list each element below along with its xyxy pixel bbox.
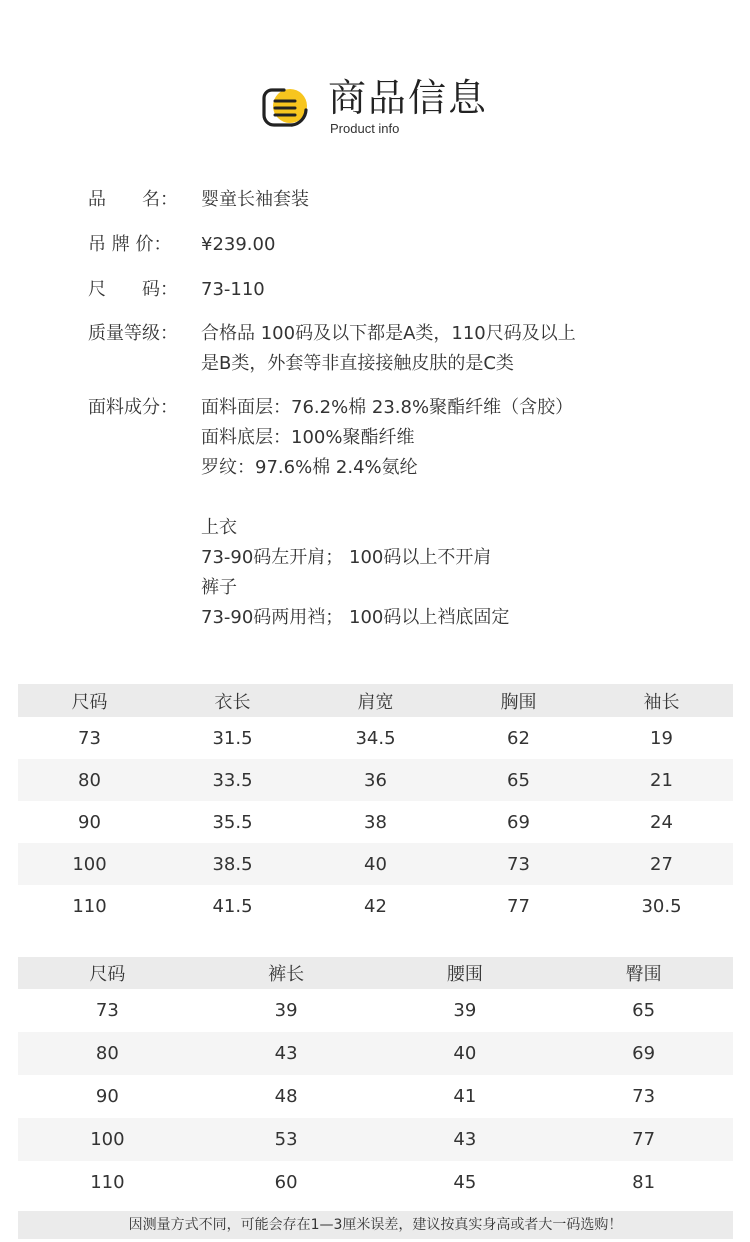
table-cell: 80 <box>95 1043 119 1064</box>
table-cell: 39 <box>274 1000 298 1021</box>
info-value-line: 罗纹：97.6%棉 2.4%氨纶 <box>201 457 418 478</box>
table-cell: 43 <box>274 1043 298 1064</box>
table-cell: 69 <box>632 1043 656 1064</box>
info-value-line: 裤子 <box>201 577 237 598</box>
table-cell: 90 <box>95 1086 119 1107</box>
table-cell: 110 <box>72 895 107 917</box>
table-cell: 100 <box>72 853 107 875</box>
table-row <box>18 1075 733 1118</box>
bottom-size-table <box>18 957 733 1204</box>
section-subtitle: Product info <box>330 121 400 136</box>
column-header: 袖长 <box>643 691 680 713</box>
info-value-line: 73-110 <box>201 279 265 300</box>
column-header: 胸围 <box>500 691 537 713</box>
table-cell: 33.5 <box>212 769 253 791</box>
table-row <box>18 717 733 759</box>
table-cell: 65 <box>632 1000 656 1021</box>
info-label: 吊 牌 价： <box>88 234 172 255</box>
info-label: 质量等级： <box>88 323 178 344</box>
column-header: 尺码 <box>71 691 108 713</box>
info-value-line: 婴童长袖套装 <box>201 189 309 210</box>
table-cell: 73 <box>95 1000 119 1021</box>
info-value <box>201 393 573 633</box>
info-label: 面料成分： <box>88 397 178 418</box>
table-cell: 30.5 <box>641 895 682 917</box>
info-value-line: 73-90码左开肩； 100码以上不开肩 <box>201 547 492 568</box>
table-cell: 90 <box>78 811 101 833</box>
info-value-line: 73-90码两用裆； 100码以上裆底固定 <box>201 607 510 628</box>
info-value-line: 面料面层：76.2%棉 23.8%聚酯纤维（含胶） <box>201 397 574 418</box>
section-header <box>262 72 522 142</box>
table-cell: 41 <box>453 1086 477 1107</box>
table-cell: 40 <box>453 1043 477 1064</box>
table-row <box>18 989 733 1032</box>
info-value-line: 是B类，外套等非直接接触皮肤的是C类 <box>201 353 514 374</box>
measurement-note: 因测量方式不同，可能会存在1—3厘米误差，建议按真实身高或者大一码选购！ <box>18 1211 733 1239</box>
table-cell: 31.5 <box>212 727 253 749</box>
info-value <box>201 319 576 379</box>
table-header-row <box>18 684 733 717</box>
table-cell: 81 <box>632 1172 656 1193</box>
table-cell: 77 <box>632 1129 656 1150</box>
table-header-row <box>18 957 733 989</box>
table-cell: 36 <box>364 769 387 791</box>
table-cell: 24 <box>650 811 673 833</box>
table-cell: 60 <box>274 1172 298 1193</box>
table-row <box>18 1032 733 1075</box>
column-header: 腰围 <box>446 964 483 985</box>
table-cell: 40 <box>364 853 387 875</box>
table-cell: 48 <box>274 1086 298 1107</box>
table-cell: 110 <box>90 1172 125 1193</box>
table-cell: 41.5 <box>212 895 253 917</box>
table-cell: 35.5 <box>212 811 253 833</box>
table-cell: 19 <box>650 727 673 749</box>
info-value-line: ¥239.00 <box>201 234 276 255</box>
column-header: 裤长 <box>268 964 305 985</box>
table-cell: 34.5 <box>355 727 396 749</box>
column-header: 尺码 <box>89 964 126 985</box>
table-cell: 73 <box>78 727 101 749</box>
info-label: 尺 码： <box>88 279 178 300</box>
table-cell: 43 <box>453 1129 477 1150</box>
info-label: 品 名： <box>88 189 178 210</box>
table-row <box>18 1161 733 1204</box>
table-cell: 39 <box>453 1000 477 1021</box>
table-cell: 38.5 <box>212 853 253 875</box>
document-lines-icon <box>262 85 312 130</box>
column-header: 肩宽 <box>357 691 394 713</box>
info-value-line <box>201 483 573 513</box>
table-row <box>18 843 733 885</box>
table-cell: 73 <box>507 853 530 875</box>
table-row <box>18 801 733 843</box>
column-header: 臀围 <box>625 964 662 985</box>
info-value <box>201 185 309 215</box>
column-header: 衣长 <box>214 691 251 713</box>
table-cell: 65 <box>507 769 530 791</box>
info-value-line: 上衣 <box>201 517 237 538</box>
table-cell: 69 <box>507 811 530 833</box>
table-cell: 73 <box>632 1086 656 1107</box>
info-value <box>201 230 275 260</box>
table-cell: 77 <box>507 895 530 917</box>
info-value <box>201 275 265 305</box>
table-cell: 80 <box>78 769 101 791</box>
table-row <box>18 1118 733 1161</box>
table-row <box>18 885 733 927</box>
table-cell: 38 <box>364 811 387 833</box>
top-size-table <box>18 684 733 927</box>
table-cell: 27 <box>650 853 673 875</box>
info-value-line: 合格品 100码及以下都是A类，110尺码及以上 <box>201 323 576 344</box>
table-cell: 45 <box>453 1172 477 1193</box>
table-cell: 100 <box>90 1129 125 1150</box>
table-cell: 21 <box>650 769 673 791</box>
table-cell: 53 <box>274 1129 298 1150</box>
table-cell: 62 <box>507 727 530 749</box>
table-cell: 42 <box>364 895 387 917</box>
info-value-line: 面料底层：100%聚酯纤维 <box>201 427 415 448</box>
section-title: 商品信息 <box>328 76 489 120</box>
table-row <box>18 759 733 801</box>
